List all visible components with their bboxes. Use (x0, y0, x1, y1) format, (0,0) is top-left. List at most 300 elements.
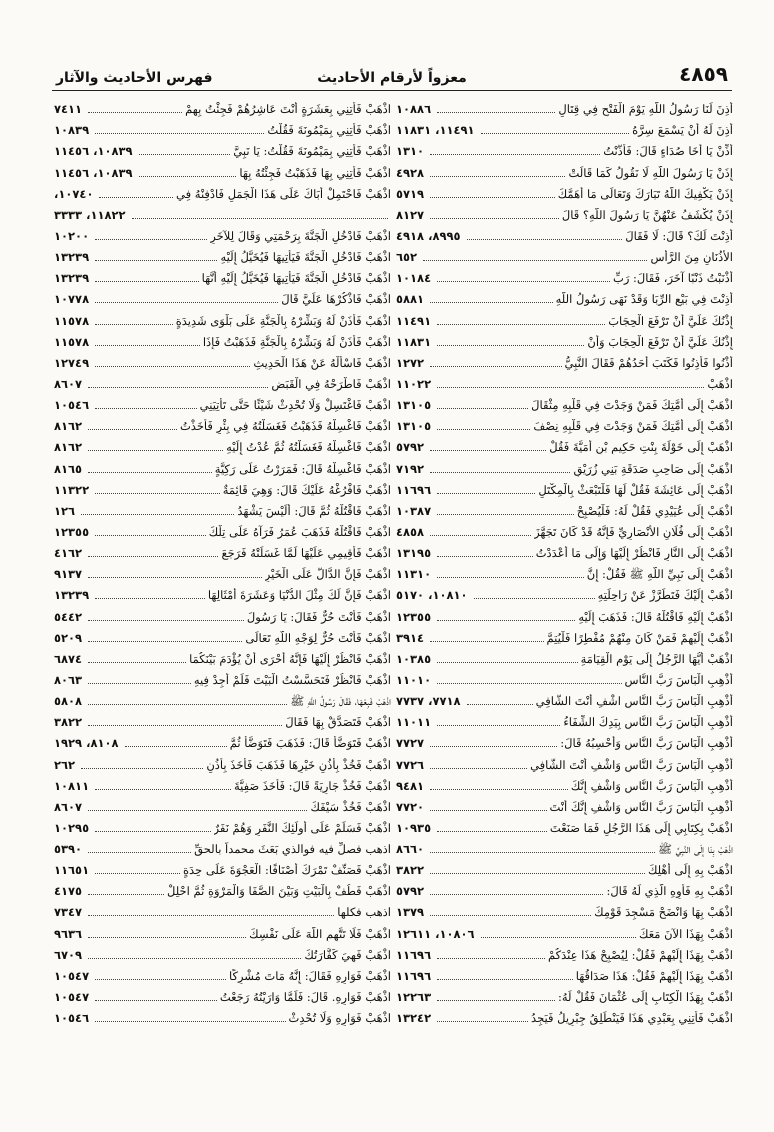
dot-leader (139, 154, 231, 155)
hadith-incipit: اذْهَبْ فَهِيَ كَفَّارَتُكَ (304, 947, 391, 962)
dot-leader (437, 662, 578, 663)
index-entry (396, 540, 733, 561)
hadith-incipit: اذْهَبْ فَأْتِنِي بِمَيْمُونَةَ فَقُلْتُ (267, 123, 391, 138)
dot-leader (95, 324, 173, 325)
index-entry (396, 265, 733, 286)
hadith-reference-numbers: ١٠٧٤٠، (54, 186, 94, 201)
index-entry (396, 899, 733, 920)
hadith-incipit: اذْهَبْ إِلَى نَبِيِّ اللَّهِ ﷺ فَقُلْ: إِنَّ (586, 567, 733, 582)
hadith-reference-numbers: ١٠١٨٤ (396, 271, 432, 286)
dot-leader (430, 302, 553, 303)
index-entry (54, 202, 391, 223)
index-entry (54, 730, 391, 751)
hadith-incipit: اذْهَبْ فَخُذْ جَارِيَةً قَالَ: فَأَخَذَ صَفِيَّةَ (233, 778, 391, 793)
dot-leader (430, 789, 568, 790)
dot-leader (88, 725, 282, 726)
hadith-incipit: اذْهَبْ فَاقْتُلْهُ ثُمَّ قَالَ: أَلَيْسَ يَشْهَدُ (237, 503, 391, 518)
hadith-reference-numbers: ٨١٦٢ (54, 440, 83, 455)
hadith-reference-numbers: ٧٤١١ (54, 102, 83, 117)
index-entry (396, 688, 733, 709)
dot-leader (430, 873, 645, 874)
hadith-incipit: اذْهَبْ بِهَذَا إِلَيْهِمْ فَقُلْ: هَذَا صَدَاقُهَا (575, 968, 733, 983)
hadith-reference-numbers: ٥٣٩٠ (54, 842, 83, 857)
hadith-incipit: أَذِنْتَ فِي بَيْعِ الرِّبَا وَقَدْ نَهَى رَسُولُ اللَّهِ (555, 292, 733, 307)
hadith-reference-numbers: ٨١٢٧ (396, 207, 425, 222)
dot-leader (95, 133, 264, 134)
hadith-incipit: أَذْهِبِ الْبَاسَ رَبَّ النَّاسِ (624, 672, 733, 687)
dot-leader (430, 472, 570, 473)
hadith-incipit: اذْهَبْ فَأْذَنْ لَهُ وَبَشِّرْهُ بِالْجَنَّةِ فَذَهَبْتُ فَإِذَا (202, 334, 391, 349)
dot-leader (95, 535, 206, 536)
hadith-incipit: اذْهَبْ فَتَوَضَّأْ قَالَ: فَذَهَبَ فَتَوَضَّأَ ثُمَّ (229, 736, 391, 751)
index-entry (54, 942, 391, 963)
hadith-reference-numbers: ١٠٥٤٧ (54, 968, 90, 983)
dot-leader (430, 746, 557, 747)
dot-leader (430, 535, 531, 536)
dot-leader (430, 852, 655, 853)
section-title: فهرس الأحاديث والآثار (56, 70, 213, 86)
hadith-reference-numbers: ١٠٨٠٦، ١٢٦١١ (396, 926, 475, 941)
index-entry (54, 878, 391, 899)
hadith-incipit: اذْهَبْ فَأْتِنِي بِمَيْمُونَةَ فَقُلْتُ: يَا نَبِيَّ (233, 144, 391, 159)
index-entry (54, 899, 391, 920)
hadith-reference-numbers: ٨٩٩٥، ٤٩١٨ (396, 228, 461, 243)
hadith-reference-numbers: ٤٨٥٨ (396, 524, 425, 539)
hadith-incipit: اذْهَبْ إِلَى عَائِشَةَ فَقُلْ لَهَا فَلْتَبْعَثْ بِالْمِكْتَلِ (538, 482, 733, 497)
hadith-reference-numbers: ٥٧١٩ (396, 186, 425, 201)
hadith-reference-numbers: ١٢٧٢ (396, 355, 425, 370)
dot-leader (430, 197, 555, 198)
index-column-left (54, 96, 391, 1026)
hadith-reference-numbers: ٨١٦٥ (54, 461, 83, 476)
index-entry (54, 434, 391, 455)
dot-leader (88, 662, 186, 663)
dot-leader (88, 472, 212, 473)
dot-leader (139, 176, 237, 177)
hadith-reference-numbers: ٧١٩٢ (396, 461, 425, 476)
hadith-incipit: إِذَنْ يَكْفِيكَ اللَّهُ تَبَارَكَ وَتَعَالَى مَا أَهَمَّكَ (557, 186, 733, 201)
hadith-incipit: أَذْهِبِ الْبَاسَ رَبَّ النَّاسِ وَاشْفِ أَنْتَ الشَّافِي (530, 757, 733, 772)
hadith-incipit: اذْهَبْ فَوَارِهِ وَلَا تُحْدِثْ (288, 1011, 391, 1026)
index-entry (396, 202, 733, 223)
hadith-incipit: اذْهَبْ فَأْتِنِي بِعَبْدِي هَذَا فَيَنْطَلِقُ جِبْرِيلُ فَيَجِدُ (531, 1011, 733, 1026)
dot-leader (88, 112, 182, 113)
dot-leader (88, 577, 262, 578)
hadith-reference-numbers: ١٣١٠٥ (396, 419, 432, 434)
hadith-reference-numbers: ٧٧٢٠ (396, 799, 425, 814)
hadith-incipit: اذْهَبْ فَأْتِنِي بِهَا فَذَهَبْتُ فَجِئْتُهُ بِهَا (239, 165, 391, 180)
index-entry (54, 181, 391, 202)
hadith-reference-numbers: ١١٨٢٢، ٣٣٣٣ (54, 207, 126, 222)
index-entry (396, 244, 733, 265)
hadith-reference-numbers: ١١٦٩٦ (396, 947, 432, 962)
hadith-incipit: اذْهَبْ فَأْتِنِي بِعَشَرَةٍ أَنْتَ عَاشِرُهُمْ فَجِئْتُ بِهِمْ (185, 102, 391, 117)
hadith-reference-numbers: ١٣٢٣٩ (54, 588, 90, 603)
hadith-incipit: اذْهَبْ فَإِنَّ الدَّالَّ عَلَى الْخَيْرِ (264, 567, 391, 582)
hadith-reference-numbers: ١٠٥٤٧ (54, 990, 90, 1005)
dot-leader (81, 768, 203, 769)
hadith-reference-numbers: ٨٦٠٧ (54, 799, 83, 814)
index-entry (396, 878, 733, 899)
index-entry (54, 963, 391, 984)
hadith-reference-numbers: ٨٦٠٧ (54, 376, 83, 391)
dot-leader (437, 112, 555, 113)
dot-leader (437, 831, 547, 832)
index-entry (54, 117, 391, 138)
hadith-reference-numbers: ٤٩٢٨ (396, 165, 425, 180)
dot-leader (474, 598, 595, 599)
hadith-reference-numbers: ١٣٧٩ (396, 905, 425, 920)
hadith-reference-numbers: ١١٠٢٢ (396, 376, 432, 391)
dot-leader (430, 366, 561, 367)
index-entry (396, 794, 733, 815)
index-entry (54, 794, 391, 815)
hadith-reference-numbers: ٨١٦٢ (54, 419, 83, 434)
hadith-reference-numbers: ٥٨٨١ (396, 292, 425, 307)
dot-leader (437, 556, 533, 557)
hadith-incipit: اذْهَبْ فَاقْتُلْهُ فَذَهَبَ عُمَرُ فَرَآهُ عَلَى تِلْكَ (208, 524, 391, 539)
dot-leader (88, 958, 301, 959)
hadith-reference-numbers: ١٣٢٣٩ (54, 250, 90, 265)
index-entry (396, 329, 733, 350)
dot-leader (88, 641, 242, 642)
index-entry (54, 371, 391, 392)
hadith-incipit: أَذِّنْ يَا أَخَا صُدَاءٍ قَالَ: فَأَذَّنْتُ (603, 144, 733, 159)
index-entry (396, 1005, 733, 1026)
hadith-reference-numbers: ٤١٦٢ (54, 546, 83, 561)
hadith-reference-numbers: ١٠٨١٠، ٥١٧٠ (396, 588, 468, 603)
dot-leader (437, 1021, 528, 1022)
hadith-reference-numbers: ١٠٥٤٦ (54, 1011, 90, 1026)
dot-leader (437, 514, 574, 515)
dot-leader (437, 1000, 555, 1001)
hadith-reference-numbers: ١١٤٩١، ١١٨٣١ (396, 123, 475, 138)
hadith-reference-numbers: ١١٠١٠ (396, 672, 432, 687)
index-entry (54, 350, 391, 371)
index-entry (396, 477, 733, 498)
dot-leader (95, 281, 199, 282)
hadith-incipit: اذهب فكلها (337, 905, 391, 920)
dot-leader (437, 683, 621, 684)
hadith-reference-numbers: ١٠٣٨٥ (396, 651, 432, 666)
dot-leader (95, 831, 210, 832)
index-column-right (396, 96, 733, 1026)
dot-leader (95, 598, 205, 599)
hadith-reference-numbers: ١٠٢٩٥ (54, 820, 90, 835)
index-entry (54, 984, 391, 1005)
dot-leader (430, 768, 527, 769)
index-entry (396, 181, 733, 202)
dot-leader (437, 577, 584, 578)
hadith-incipit: اذْهَبْ فَأَقِيمِي عَلَيْهَا لَمَّا غَسَلَتْهُ فَرَجَعَ (221, 546, 391, 561)
dot-leader (430, 218, 559, 219)
index-entry (396, 392, 733, 413)
dot-leader (437, 979, 573, 980)
hadith-incipit: اذْهَبْ فَسَلِّمْ عَلَى أُولَئِكَ النَّفَرِ وَهُمْ نَفَرٌ (213, 820, 391, 835)
hadith-reference-numbers: ٧٧٢٧ (396, 736, 425, 751)
dot-leader (437, 429, 530, 430)
index-entry (396, 519, 733, 540)
dot-leader (430, 176, 565, 177)
index-entry (396, 773, 733, 794)
hadith-reference-numbers: ١١٥٧٨ (54, 313, 90, 328)
hadith-incipit: أَذِنْتَ لَكَ؟ قَالَ: لَا فَقَالَ (625, 228, 733, 243)
dot-leader (423, 260, 647, 261)
hadith-reference-numbers: ١٣١٠ (396, 144, 425, 159)
index-entry (54, 498, 391, 519)
hadith-reference-numbers: ١٢٣٥٥ (396, 609, 432, 624)
dot-leader (437, 408, 528, 409)
dot-leader (430, 641, 543, 642)
hadith-reference-numbers: ٢٦٢ (54, 757, 76, 772)
dot-leader (88, 937, 246, 938)
hadith-incipit: اذْهَبْ فَخُذْ بِأُذُنِ خَيْرِهَا فَذَهَبَ فَأَخَذَ بِأُذُنِ (206, 757, 391, 772)
hadith-incipit: اذْهَبْ فَافْرُغْهُ عَلَيْكَ قَالَ: وَهِيَ قَائِمَةٌ (222, 482, 391, 497)
index-entry (54, 138, 391, 159)
dot-leader (88, 683, 191, 684)
hadith-incipit: إِذَنْ يَا رَسُولَ اللَّهِ لَا نَقُولُ كَمَا قَالَتْ (568, 165, 733, 180)
dot-leader (437, 324, 605, 325)
dot-leader (95, 260, 217, 261)
hadith-incipit: اذْهَبْ إِلَى أُمَّتِكَ فَمَنْ وَجَدْتَ فِي قَلْبِهِ مِثْقَالَ (531, 398, 733, 413)
hadith-reference-numbers: ٣٩١٤ (396, 630, 425, 645)
index-entry (396, 857, 733, 878)
hadith-incipit: اذْهَبْ فَادْخُلِ الْجَنَّةَ فَيَأْتِيهَا فَيُخَيَّلُ إِلَيْهِ (220, 250, 391, 265)
hadith-reference-numbers: ٨١٠٨، ١٩٢٩ (54, 736, 119, 751)
hadith-incipit: الأُذُنَانِ مِنَ الرَّأْسِ (650, 250, 733, 265)
dot-leader (95, 1021, 285, 1022)
dot-leader (437, 620, 575, 621)
hadith-incipit: اذْهَبْ فَادْخُلِ الْجَنَّةَ بِرَحْمَتِي وَقَالَ لِلآخَرِ (210, 228, 391, 243)
index-entry (54, 709, 391, 730)
page-number: ٤٨٥٩ (679, 62, 728, 86)
index-entry (54, 413, 391, 434)
index-entry (396, 751, 733, 772)
hadith-incipit: اذْهَبْ (707, 376, 733, 391)
hadith-incipit: اذْهَبْ أَيُّهَا الرَّجُلُ إِلَى يَوْمِ الْقِيَامَةِ (580, 651, 733, 666)
index-entry (54, 836, 391, 857)
hadith-reference-numbers: ١٠٧٧٨ (54, 292, 90, 307)
hadith-reference-numbers: ١٠٩٣٥ (396, 820, 432, 835)
hadith-incipit: اذْهَبْ فَأَنْتَ حُرٌّ فَقَالَ: يَا رَسُولَ (246, 609, 391, 624)
index-entry (396, 286, 733, 307)
hadith-incipit: اذْهَبْ بِهَذَا الْكِتَابِ إِلَى عُثْمَانَ فَقُلْ لَهُ: (558, 990, 733, 1005)
hadith-reference-numbers: ١٣٢٤٢ (396, 1011, 432, 1026)
dot-leader (88, 810, 307, 811)
hadith-incipit: أَذْهِبِ الْبَاسَ رَبَّ النَّاسِ وَأَحْسِبُهُ قَالَ: (560, 736, 733, 751)
index-entry (54, 477, 391, 498)
hadith-incipit: اذْهَبْ فَأْذَنْ لَهُ وَبَشِّرْهُ بِالْجَنَّةِ عَلَى بَلْوَى شَدِيدَةٍ (175, 313, 391, 328)
hadith-incipit: اذْهَبْ فَاغْسِلْهُ فَذَهَبْتُ فَغَسَلْتُهُ فِي بِئْرٍ فَأَخَذْتُ (179, 419, 391, 434)
hadith-incipit: اذْهَبْ فَاطْرَحْهُ فِي الْقَبَضِ (271, 376, 391, 391)
dot-leader (88, 704, 287, 705)
dot-leader (88, 620, 244, 621)
hadith-reference-numbers: ١١٣٢٢ (54, 482, 90, 497)
index-entry (396, 963, 733, 984)
index-entry (54, 307, 391, 328)
index-entry (396, 371, 733, 392)
index-entry (54, 1005, 391, 1026)
index-entry (396, 920, 733, 941)
index-entry (396, 455, 733, 476)
hadith-reference-numbers: ١٠٨٣٩، ١١٤٥٦ (54, 165, 133, 180)
index-entry (396, 942, 733, 963)
hadith-incipit: أَذْنَبْتُ ذَنْبًا آخَرَ، فَقَالَ: رَبِّ (613, 271, 733, 286)
hadith-reference-numbers: ١١٨٣١ (396, 334, 432, 349)
hadith-incipit: اذْهَبْ إِلَى صَاحِبِ صَدَقَةِ بَنِي زُرَيْقٍ (573, 461, 733, 476)
index-entry (396, 582, 733, 603)
hadith-incipit: اذْهَبْ فَلَا تَتَّهِمِ اللَّهَ عَلَى نَفْسِكَ (249, 926, 391, 941)
hadith-reference-numbers: ١٣١٩٥ (396, 546, 432, 561)
hadith-incipit: اذْهَبْ فَاغْسِلْهُ قَالَ: فَمَرَرْتُ عَلَى رَكِيَّةٍ (214, 461, 391, 476)
hadith-reference-numbers: ١٣٢٣٩ (54, 271, 90, 286)
index-entry (396, 350, 733, 371)
hadith-reference-numbers: ١٠٢٠٠ (54, 228, 90, 243)
dot-leader (430, 810, 546, 811)
hadith-reference-numbers: ٣٨٢٢ (54, 715, 83, 730)
dot-leader (95, 345, 200, 346)
hadith-reference-numbers: ١٣١٠٥ (396, 398, 432, 413)
hadith-incipit: اذْهَبْ إِلَى خَوْلَةَ بِنْتِ حَكِيمِ بْنِ أُمَيَّةَ فَقُلْ (549, 440, 733, 455)
hadith-incipit: اذْهَبْ فَوَارِهِ. قَالَ: فَلَمَّا وَارَيْتُهُ رَجَعْتُ (219, 990, 391, 1005)
hadith-reference-numbers: ٥٨٠٨ (54, 694, 83, 709)
index-entry (396, 984, 733, 1005)
hadith-reference-numbers: ٥٧٩٢ (396, 440, 425, 455)
index-entry (54, 392, 391, 413)
hadith-incipit: اذْهَبْ بِهَذَا إِلَيْهِمْ فَقُلْ: لِيُصْبِحْ هَذَا عِنْدَكُمْ (548, 947, 733, 962)
dot-leader (430, 154, 600, 155)
hadith-incipit: اذْهَبْ بِهَا وَانْضَحْ مَسْجِدَ قَوْمِكَ (594, 905, 733, 920)
hadith-reference-numbers: ١١٦٩٦ (396, 968, 432, 983)
hadith-incipit: اذْهَبْ فَتَصَدَّقْ بِهَا فَقَالَ (285, 715, 391, 730)
hadith-reference-numbers: ١٠٣٨٧ (396, 503, 432, 518)
dot-leader (95, 789, 231, 790)
dot-leader (481, 937, 636, 938)
dot-leader (88, 915, 334, 916)
dot-leader (95, 873, 180, 874)
hadith-reference-numbers: ١١٠١١ (396, 715, 432, 730)
dot-leader (467, 239, 623, 240)
index-entry (396, 836, 733, 857)
hadith-incipit: اذْهَبْ فَإِنَّ لَكَ مِثْلَ الدُّنْيَا وَعَشَرَةَ أَمْثَالِهَا (207, 588, 391, 603)
dot-leader (467, 704, 533, 705)
index-entry (54, 625, 391, 646)
hadith-incipit: اذْهَبْ فَصَنِّفْ تَمْرَكَ أَصْنَافًا: الْعَجْوَةَ عَلَى حِدَةٍ (183, 863, 391, 878)
page-header (52, 60, 732, 91)
hadith-incipit: أَذِنَ لَهُ أَنْ يَسْمَعَ سِرَّهُ (632, 123, 733, 138)
hadith-incipit: اذْهَبْ بِهِ فَأْوِهِ الَّذِي لَهُ قَالَ: (606, 884, 733, 899)
dot-leader (88, 450, 223, 451)
dot-leader (99, 197, 173, 198)
hadith-incipit: اذْهَبْ إِلَى عُيَيْدِي فَقُلْ لَهُ: فَلْيُصْبِحْ (576, 503, 733, 518)
hadith-incipit: اذْهَبْ بِكِتَابِي إِلَى هَذَا الرَّجُلِ فَمَا صَنَعْتَ (549, 820, 733, 835)
hadith-incipit: اذْهَبْ بِهَذَا الآنَ مَعَكَ (639, 926, 733, 941)
hadith-incipit: اذْهَبْ فَوَارِهِ فَقَالَ: إِنَّهُ مَاتَ مُشْرِكًا (228, 968, 391, 983)
dot-leader (88, 429, 177, 430)
page-title: معزواً لأرقام الأحاديث (317, 70, 467, 86)
index-entry (54, 244, 391, 265)
index-entry (54, 857, 391, 878)
index-entry (396, 117, 733, 138)
dot-leader (95, 408, 197, 409)
dot-leader (95, 302, 278, 303)
index-entry (54, 582, 391, 603)
hadith-reference-numbers: ٧٧١٨، ٧٧٣٧ (396, 694, 461, 709)
dot-leader (88, 556, 218, 557)
hadith-incipit: اذْهَبْ فَبِعْهَا، فَقَالَ رَسُولُ اللَّهِ ﷺ (290, 694, 391, 709)
index-entry (396, 159, 733, 180)
dot-leader (88, 852, 191, 853)
index-entry (396, 709, 733, 730)
index-entry (396, 138, 733, 159)
hadith-reference-numbers: ٣٨٢٢ (396, 863, 425, 878)
hadith-incipit: اذْهَبْ فَانْظُرْ فَتَحَسَّسْتُ الْبَيْتَ فَلَمْ أَجِدْ فِيهِ (193, 672, 391, 687)
hadith-incipit: اذْهَبْ إِلَى أُمَّتِكَ فَمَنْ وَجَدْتَ فِي قَلْبِهِ نِصْفَ (533, 419, 733, 434)
hadith-reference-numbers: ١٠٨٣٩ (54, 123, 90, 138)
index-entry (396, 625, 733, 646)
index-entry (54, 329, 391, 350)
hadith-reference-numbers: ١٠٨٨٦ (396, 102, 432, 117)
hadith-reference-numbers: ١١٣١٠ (396, 567, 432, 582)
hadith-incipit: اذْهَبْ فَادْخُلِ الْجَنَّةَ فَيَأْتِيهَا فَيُخَيَّلُ إِلَيْهِ أَنَّهَا (201, 271, 391, 286)
index-entry (54, 540, 391, 561)
hadith-incipit: إِذَنْ يُكْشَفُ عَنْهُنَّ يَا رَسُولَ اللَّهِ؟ قَالَ (561, 207, 733, 222)
index-entry (396, 96, 733, 117)
index-entry (54, 519, 391, 540)
hadith-incipit: اذْهَبْ بِنَا إِلَى النَّبِيِّ ﷺ (658, 842, 733, 857)
index-entry (54, 265, 391, 286)
hadith-reference-numbers: ٥٢٠٩ (54, 630, 83, 645)
dot-leader (437, 725, 560, 726)
hadith-incipit: اذْهَبْ إِلَيْهِمْ فَمَنْ كَانَ مِنْهُمْ مُفْطِرًا فَلْيُتِمَّ (546, 630, 733, 645)
index-entry (396, 730, 733, 751)
index-entry (54, 773, 391, 794)
hadith-reference-numbers: ٨٠٦٣ (54, 672, 83, 687)
dot-leader (88, 387, 268, 388)
hadith-reference-numbers: ٦٥٢ (396, 250, 418, 265)
index-entry (54, 751, 391, 772)
index-entry (396, 307, 733, 328)
hadith-incipit: اذْهَبْ إِلَيْهِ فَاقْتُلْهُ قَالَ: فَذَهَبَ إِلَيْهِ (578, 609, 733, 624)
hadith-incipit: أَذْهِبِ الْبَاسَ رَبَّ النَّاسِ وَاشْفِ إِنَّكَ أَنْتَ (549, 799, 733, 814)
dot-leader (437, 958, 545, 959)
hadith-reference-numbers: ١٠٥٤٦ (54, 398, 90, 413)
index-entry (396, 561, 733, 582)
hadith-incipit: اذْهَبْ فَاذْكُرْهَا عَلَيَّ قَالَ (281, 292, 391, 307)
index-entry (396, 815, 733, 836)
hadith-incipit: اذْهَبْ إِلَيْكَ فَتَطَرَّزْ عَنْ رَاحِلَتِهِ (597, 588, 733, 603)
hadith-reference-numbers: ١٠٨٣٩، ١١٤٥٦ (54, 144, 133, 159)
hadith-reference-numbers: ١٢٢٦٣ (396, 990, 432, 1005)
dot-leader (437, 345, 584, 346)
hadith-incipit: أَذْهِبِ الْبَاسَ رَبَّ النَّاسِ وَاشْفِ إِنَّكَ (570, 778, 733, 793)
dot-leader (430, 450, 546, 451)
index-entry (54, 603, 391, 624)
hadith-reference-numbers: ١١٤٩١ (396, 313, 432, 328)
dot-leader (88, 894, 164, 895)
index-entry (54, 688, 391, 709)
hadith-incipit: اذْهَبْ بِهِ إِلَى أَهْلِكَ (647, 863, 733, 878)
hadith-incipit: اذْهَبْ فَاغْتَسِلْ وَلَا تُحْدِثْ شَيْئًا حَتَّى تَأْتِيَنِي (199, 398, 391, 413)
hadith-incipit: اذْهَبْ فَاحْتَمِلْ أَبَاكَ عَلَى هَذَا الْجَمَلِ فَادْفِنْهُ فِي (176, 186, 391, 201)
hadith-incipit: اذْهَبْ فَاغْسِلْهُ فَغَسَلْتُهُ ثُمَّ عُدْتُ إِلَيْهِ (226, 440, 391, 455)
hadith-incipit: إِذْنُكَ عَلَيَّ أَنْ تَرْفَعَ الْحِجَابَ وَأَنْ (587, 334, 733, 349)
index-entry (54, 920, 391, 941)
hadith-incipit: اذهب فصلِّ فيه فوالذي بَعَثَ محمداً بالحقِّ (194, 842, 391, 857)
index-entry (54, 667, 391, 688)
dot-leader (95, 1000, 217, 1001)
hadith-incipit: اذْهَبْ إِلَى فُلَانٍ الأَنْصَارِيِّ فَإِنَّهُ قَدْ كَانَ تَجَهَّزَ (534, 524, 733, 539)
